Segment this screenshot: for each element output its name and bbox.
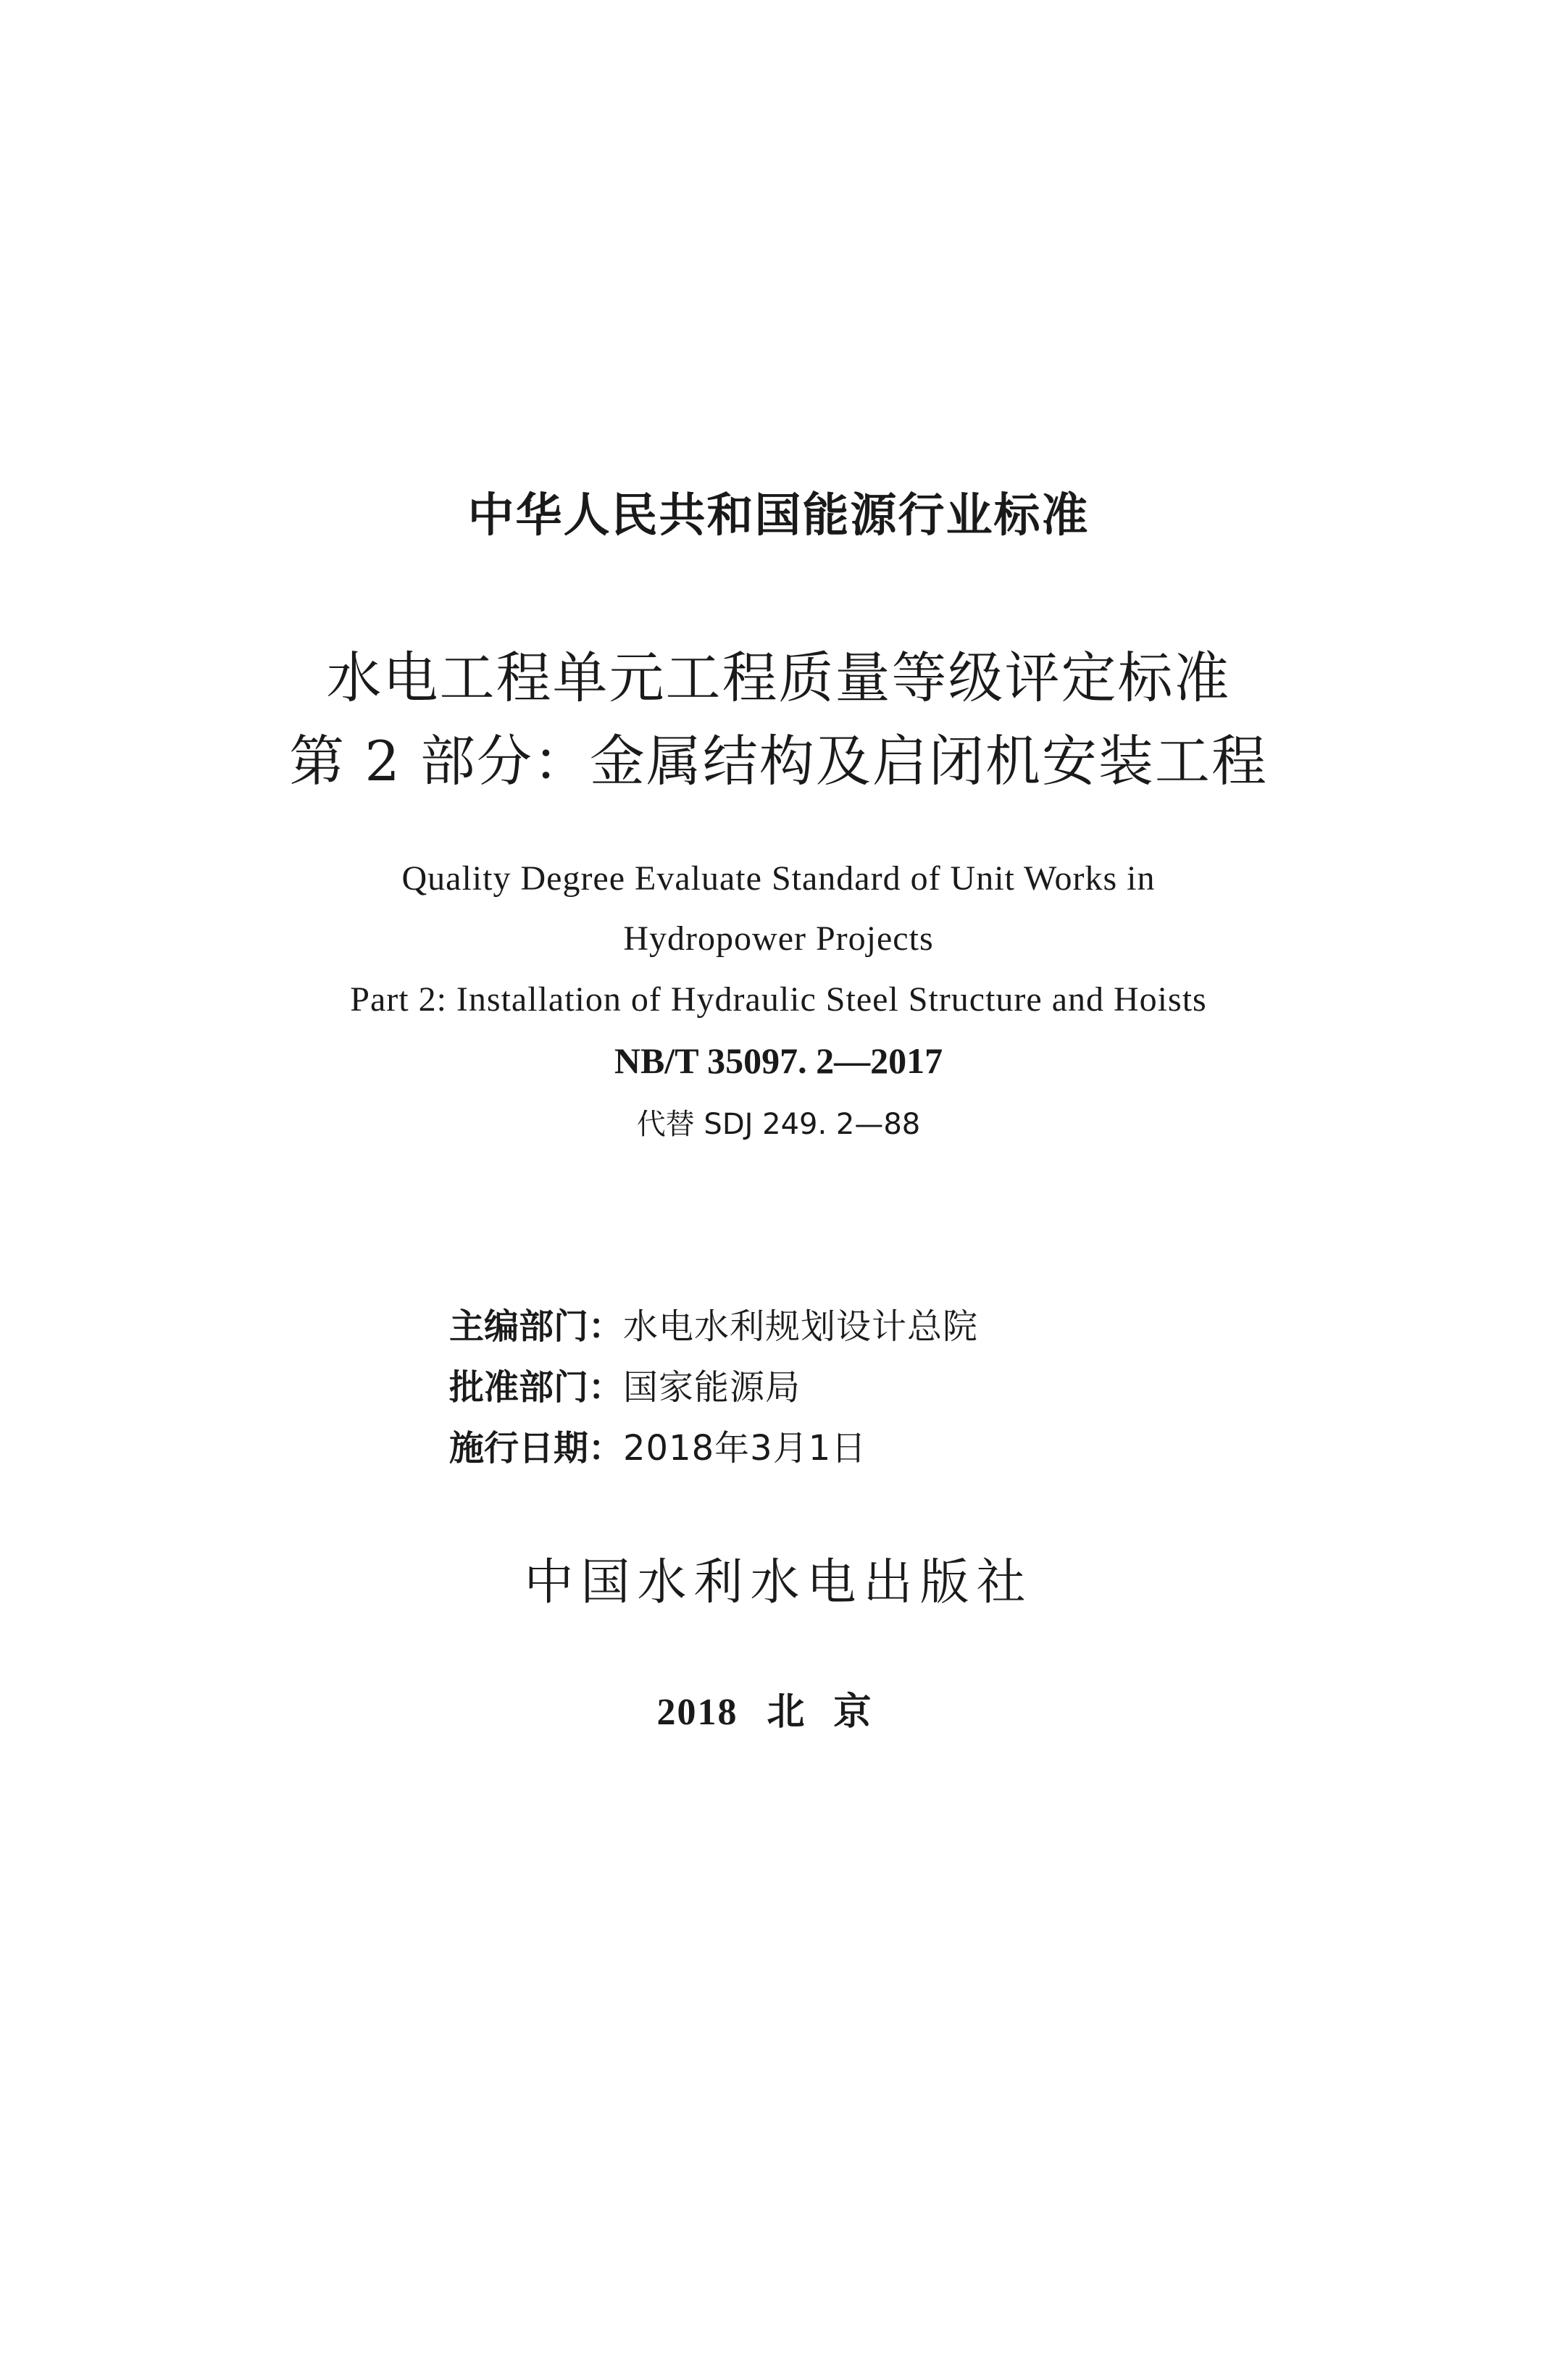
approver-row <box>449 1359 1174 1409</box>
industry-standard-header: 中华人民共和国能源行业标准 <box>467 489 1090 543</box>
publication-year: 2018 <box>656 1692 738 1733</box>
approver-value: 国家能源局 <box>623 1367 801 1408</box>
english-title-line-2: Hydropower Projects <box>623 919 934 958</box>
english-title-line-3: Part 2: Installation of Hydraulic Steel Structure and Hoists <box>350 980 1207 1019</box>
replaces-standard: 代替 SDJ 249. 2—88 <box>636 1108 921 1141</box>
chinese-title-line-1: 水电工程单元工程质量等级评定标准 <box>326 646 1231 710</box>
editor-label: 主编部门： <box>449 1306 624 1347</box>
english-title-line-1: Quality Degree Evaluate Standard of Unit Works in <box>401 859 1156 898</box>
publication-info <box>0 1681 1557 1735</box>
editor-value: 水电水利规划设计总院 <box>623 1306 979 1347</box>
effective-date-label: 施行日期： <box>449 1428 624 1469</box>
publisher-name: 中国水利水电出版社 <box>524 1554 1033 1611</box>
effective-date-row <box>449 1420 1174 1470</box>
effective-date-value: 2018年3月1日 <box>623 1428 867 1469</box>
chinese-title-line-2: 第 2 部分：金属结构及启闭机安装工程 <box>289 729 1268 793</box>
approver-label: 批准部门： <box>449 1367 624 1408</box>
publication-city: 北京 <box>767 1690 901 1734</box>
standard-code: NB/T 35097. 2—2017 <box>614 1040 943 1081</box>
editor-row <box>449 1298 1174 1348</box>
